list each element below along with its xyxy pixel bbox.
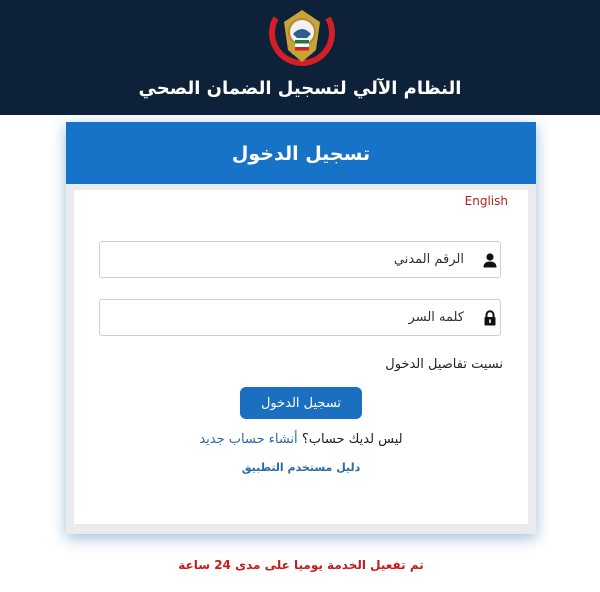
login-button[interactable]: تسجيل الدخول: [240, 387, 362, 419]
login-card-title: تسجيل الدخول: [231, 143, 371, 165]
create-account-link[interactable]: أنشاء حساب جديد: [199, 432, 298, 447]
no-account-text: ليس لديك حساب؟: [301, 432, 403, 447]
civil-id-field: [99, 241, 501, 278]
system-title: النظام الآلي لتسجيل الضمان الصحي: [138, 78, 462, 99]
forgot-credentials-link[interactable]: نسيت تفاصيل الدخول: [385, 357, 503, 372]
password-input[interactable]: [100, 300, 470, 335]
user-icon: [482, 252, 498, 268]
signup-prompt: [0, 432, 600, 447]
user-guide-link[interactable]: دليل مستخدم التطبيق: [241, 461, 361, 474]
kuwait-emblem-icon: [262, 4, 342, 76]
language-switch-link[interactable]: English: [464, 194, 508, 208]
service-availability-notice: تم تفعيل الخدمة يوميا على مدى 24 ساعة: [178, 558, 424, 572]
civil-id-input[interactable]: [100, 242, 470, 277]
lock-icon: [482, 310, 498, 326]
password-field: [99, 299, 501, 336]
